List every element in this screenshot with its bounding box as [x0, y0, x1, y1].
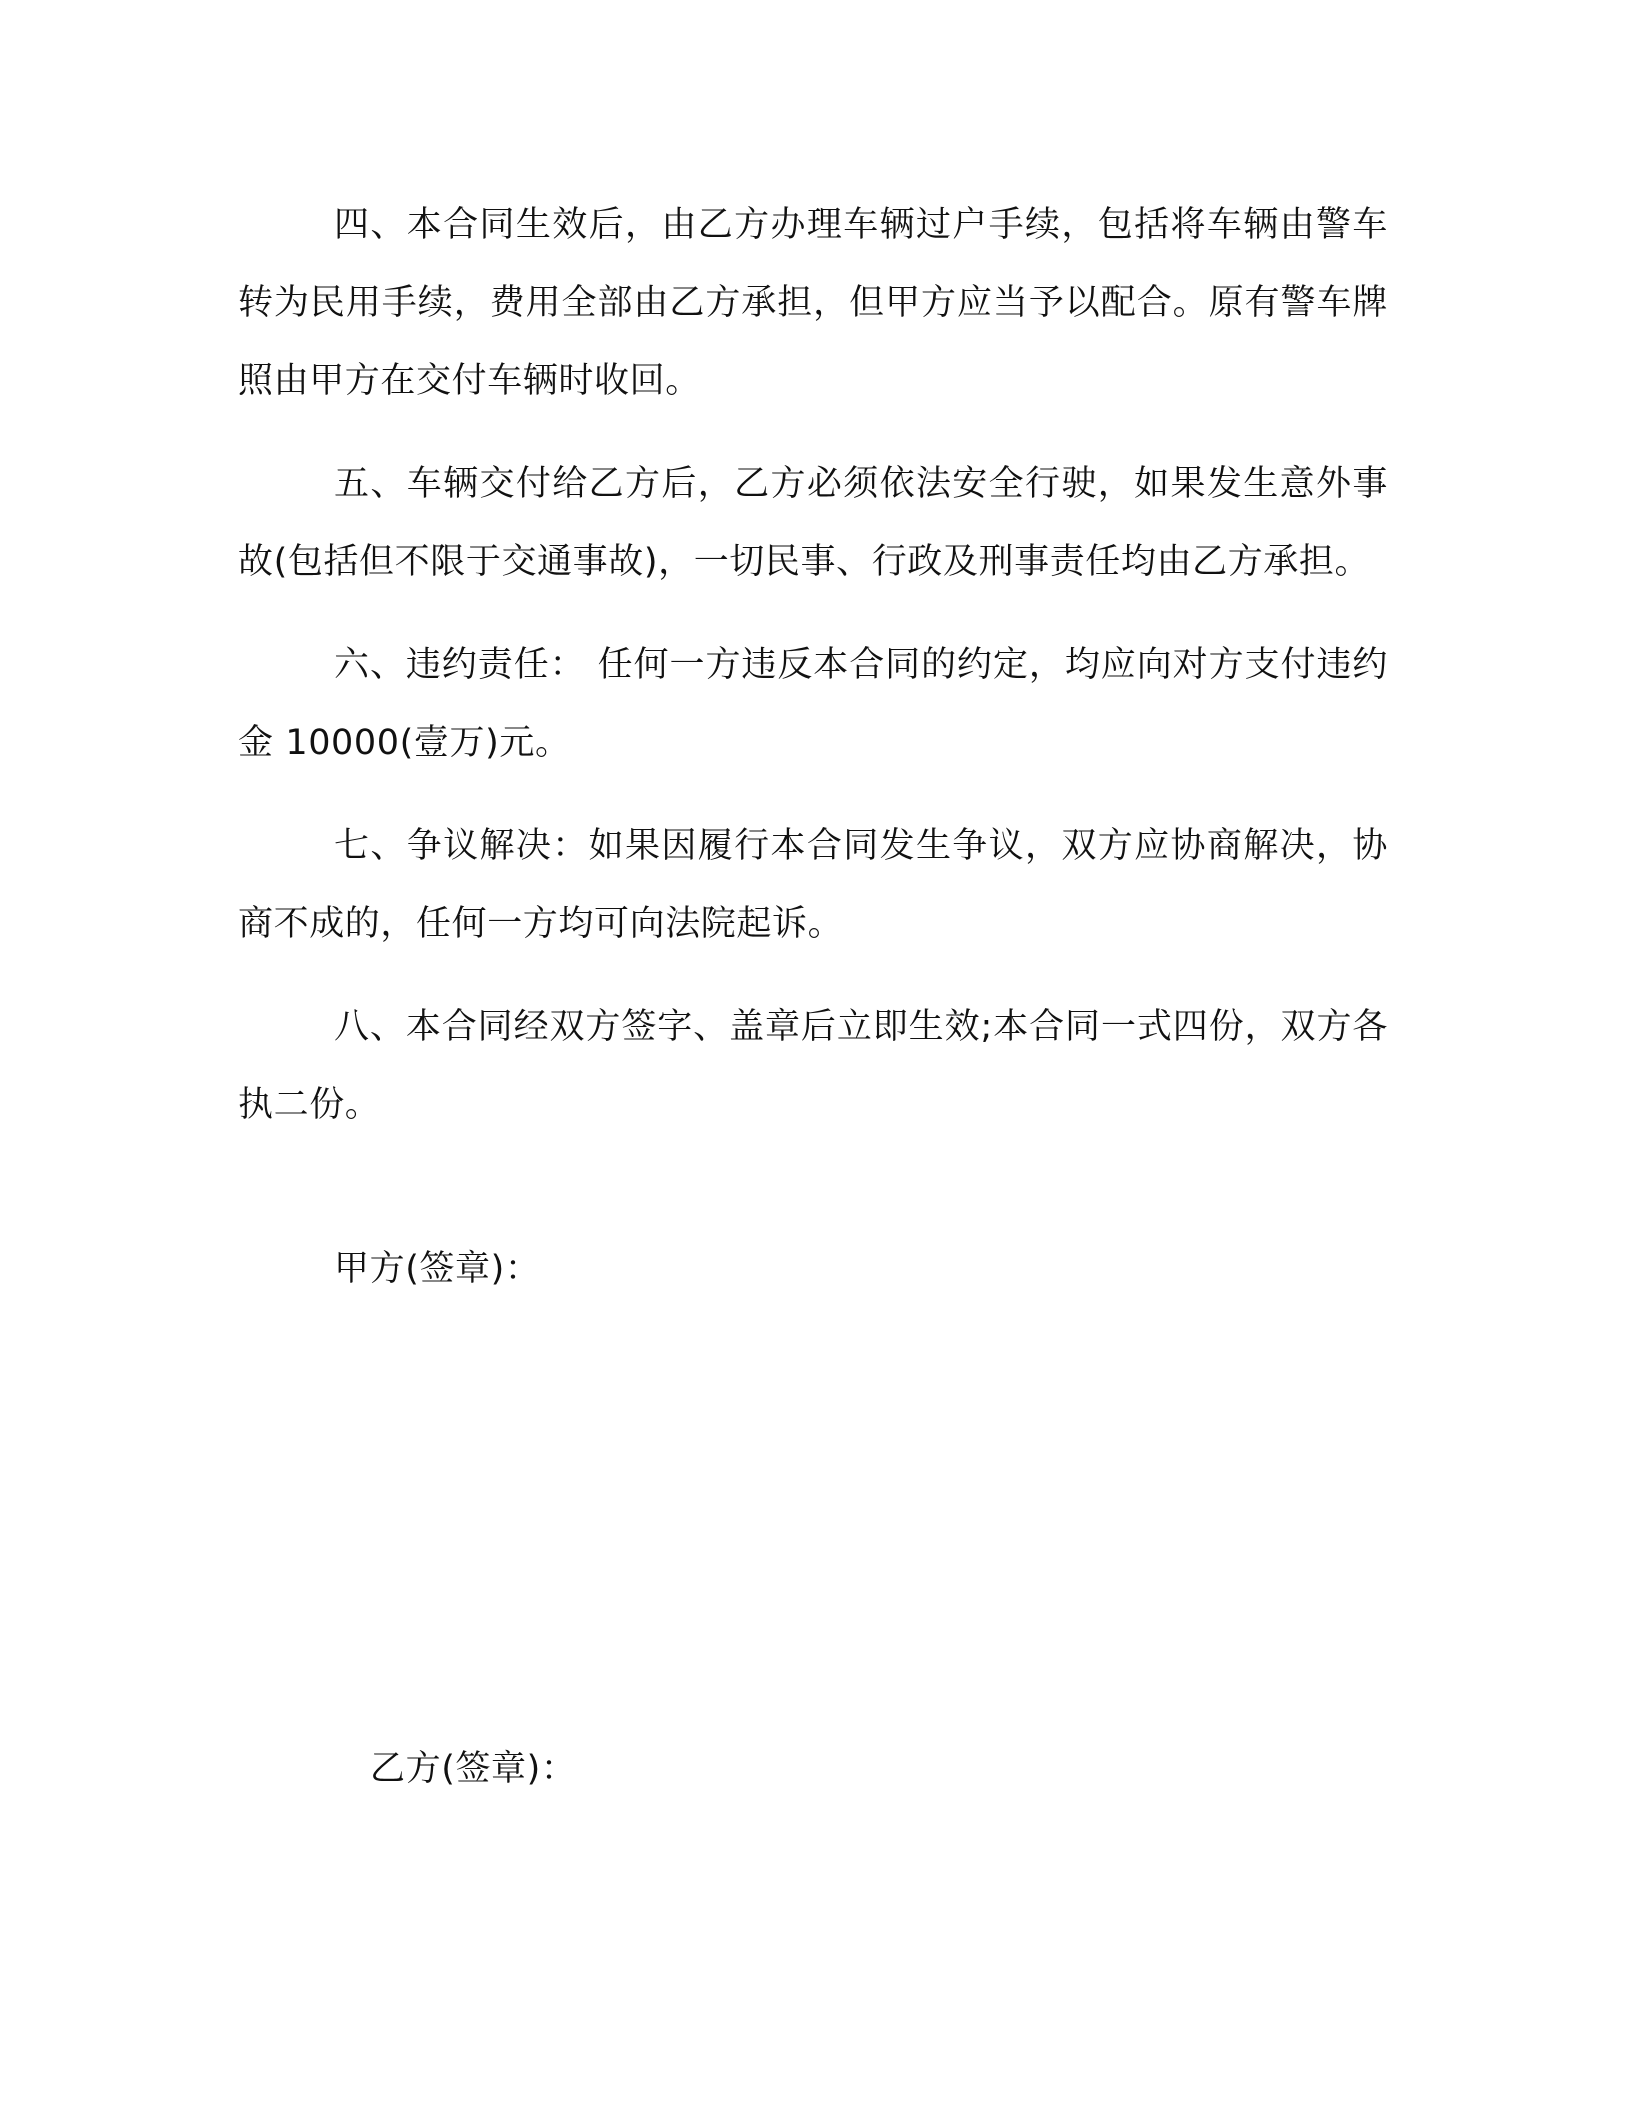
clause-7-paragraph: 七、争议解决：如果因履行本合同发生争议，双方应协商解决，协商不成的，任何一方均可向法院起诉。 — [238, 826, 1388, 944]
clause-4-paragraph: 四、本合同生效后，由乙方办理车辆过户手续，包括将车辆由警车转为民用手续，费用全部由乙方承担，但甲方应当予以配合。原有警车牌照由甲方在交付车辆时收回。 — [238, 205, 1388, 401]
clause-8-paragraph: 八、本合同经双方签字、盖章后立即生效;本合同一式四份，双方各执二份。 — [238, 1007, 1388, 1125]
clause-5-paragraph: 五、车辆交付给乙方后，乙方必须依法安全行驶，如果发生意外事故(包括但不限于交通事故)，一切民事、行政及刑事责任均由乙方承担。 — [238, 464, 1388, 582]
contract-body — [238, 186, 1388, 1169]
party-a-signature-label: 甲方(签章)： — [334, 1249, 541, 1289]
clause-6-paragraph: 六、违约责任： 任何一方违反本合同的约定，均应向对方支付违约金 10000(壹万)元。 — [238, 645, 1388, 763]
party-b-signature-label: 乙方(签章)： — [370, 1749, 577, 1789]
